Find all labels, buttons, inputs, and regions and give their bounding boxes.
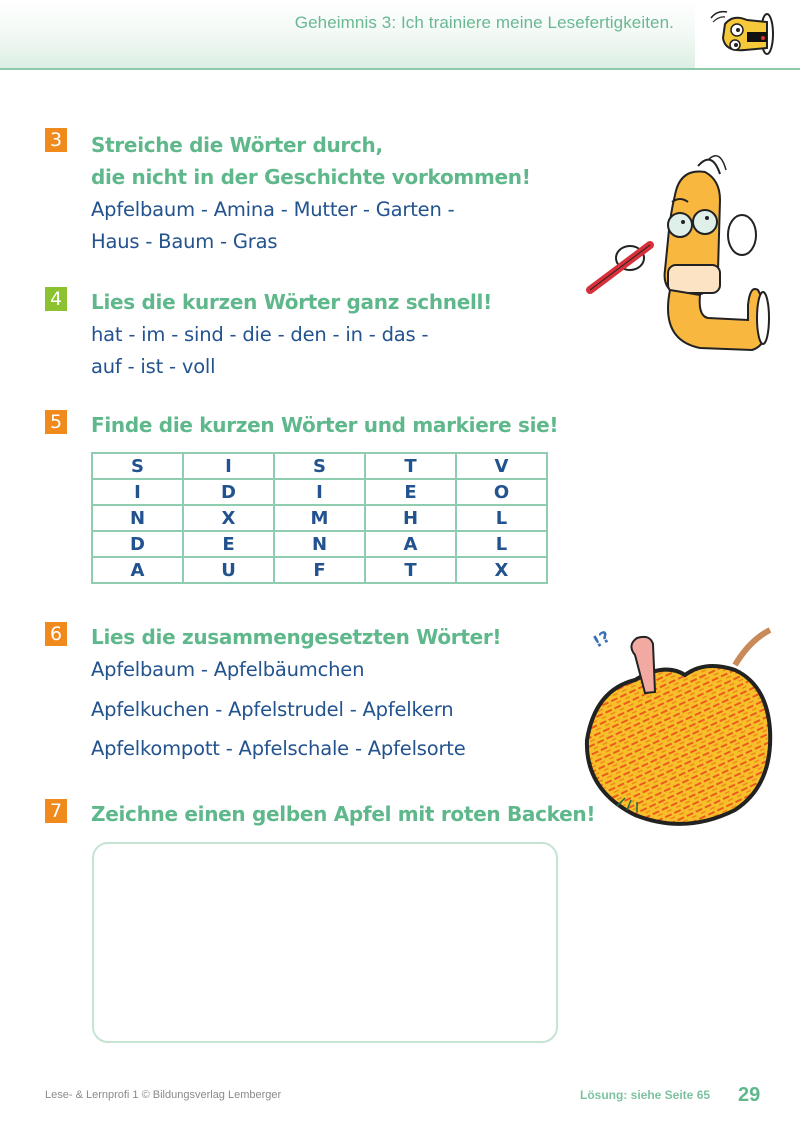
word-line: Apfelbaum - Amina - Mutter - Garten - [91, 198, 455, 221]
task-number-badge: 5 [45, 410, 67, 434]
grid-cell[interactable]: M [274, 505, 365, 531]
task-title: Lies die zusammengesetzten Wörter! [91, 625, 502, 649]
task-title: Finde die kurzen Wörter und markiere sie! [91, 413, 559, 437]
drawing-area[interactable] [92, 842, 558, 1043]
grid-cell[interactable]: I [92, 479, 183, 505]
grid-cell[interactable]: D [92, 531, 183, 557]
grid-cell[interactable]: S [274, 453, 365, 479]
worm-peeking-icon [695, 0, 800, 68]
grid-cell[interactable]: V [456, 453, 547, 479]
footer-copyright: Lese- & Lernprofi 1 © Bildungsverlag Lemberger [45, 1089, 282, 1101]
task-number-badge: 4 [45, 287, 67, 311]
word-line: Apfelbaum - Apfelbäumchen [91, 658, 365, 681]
task-title-line-2: die nicht in der Geschichte vorkommen! [91, 165, 531, 189]
worm-thinking-illustration [580, 140, 780, 370]
task-title: Lies die kurzen Wörter ganz schnell! [91, 290, 492, 314]
grid-cell[interactable]: A [92, 557, 183, 583]
grid-cell[interactable]: X [183, 505, 274, 531]
grid-cell[interactable]: T [365, 453, 456, 479]
header-logo [695, 0, 800, 68]
grid-cell[interactable]: A [365, 531, 456, 557]
apple-exclaim: !? [589, 626, 614, 652]
grid-cell[interactable]: L [456, 531, 547, 557]
grid-cell[interactable]: D [183, 479, 274, 505]
grid-cell[interactable]: F [274, 557, 365, 583]
worm-with-pen-icon [580, 140, 780, 370]
page-header [0, 0, 800, 70]
apple-illustration [575, 600, 785, 850]
word-line: Haus - Baum - Gras [91, 230, 278, 253]
task-number-badge: 7 [45, 799, 67, 823]
grid-cell[interactable]: U [183, 557, 274, 583]
grid-cell[interactable]: L [456, 505, 547, 531]
task-number-badge: 3 [45, 128, 67, 152]
task-number-badge: 6 [45, 622, 67, 646]
task-title: Zeichne einen gelben Apfel mit roten Backen! [91, 802, 596, 826]
word-line: Apfelkuchen - Apfelstrudel - Apfelkern [91, 698, 454, 721]
grid-cell[interactable]: I [274, 479, 365, 505]
word-line: auf - ist - voll [91, 355, 216, 378]
task-title: Streiche die Wörter durch, [91, 133, 383, 157]
grid-row [92, 479, 547, 505]
grid-cell[interactable]: X [456, 557, 547, 583]
apple-worm-icon [575, 600, 785, 850]
grid-cell[interactable]: N [274, 531, 365, 557]
letter-grid [91, 452, 548, 584]
word-line: hat - im - sind - die - den - in - das - [91, 323, 429, 346]
grid-row [92, 505, 547, 531]
grid-cell[interactable]: E [183, 531, 274, 557]
grid-row [92, 557, 547, 583]
grid-row [92, 531, 547, 557]
grid-cell[interactable]: S [92, 453, 183, 479]
page-number: 29 [738, 1084, 761, 1106]
grid-cell[interactable]: H [365, 505, 456, 531]
footer-solution-reference: Lösung: siehe Seite 65 [580, 1088, 711, 1102]
grid-cell[interactable]: I [183, 453, 274, 479]
grid-cell[interactable]: N [92, 505, 183, 531]
grid-cell[interactable]: E [365, 479, 456, 505]
header-title: Geheimnis 3: Ich trainiere meine Lesefertigkeiten. [294, 13, 674, 32]
word-line: Apfelkompott - Apfelschale - Apfelsorte [91, 737, 466, 760]
grid-cell[interactable]: O [456, 479, 547, 505]
grid-cell[interactable]: T [365, 557, 456, 583]
grid-row [92, 453, 547, 479]
